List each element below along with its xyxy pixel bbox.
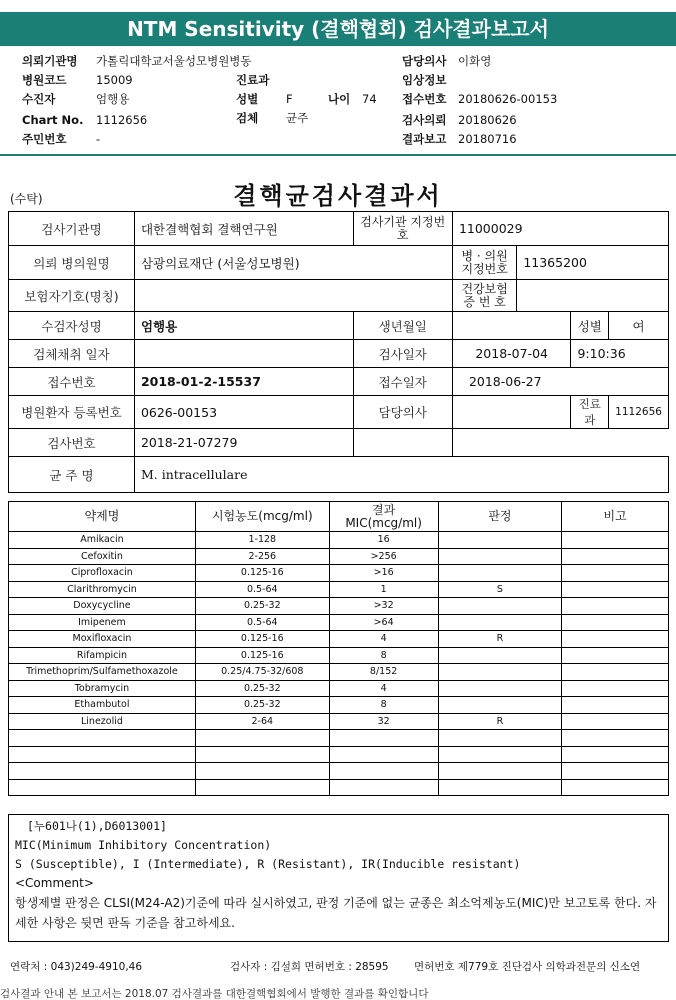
concentration-cell <box>195 763 329 780</box>
sex-label-cell: 성별 <box>571 312 609 340</box>
table-row <box>9 697 669 714</box>
result-legend: S (Susceptible), I (Intermediate), R (Resistant), IR(Inducible resistant) <box>15 857 521 871</box>
remark-cell <box>562 746 669 763</box>
concentration-cell <box>195 779 329 796</box>
drug-name-cell: Trimethoprim/Sulfamethoxazole <box>9 664 196 681</box>
interpretation-cell <box>438 763 562 780</box>
dept-cell-label: 진료과 <box>571 396 609 429</box>
reg-value: 0626-00153 <box>134 396 353 429</box>
consignment-label: (수탁) <box>10 192 43 206</box>
header-remark: 비고 <box>562 502 669 532</box>
concentration-cell <box>195 730 329 747</box>
remark-cell <box>562 697 669 714</box>
resident-label: 주민번호 <box>22 132 67 146</box>
drug-name-cell: Ethambutol <box>9 697 196 714</box>
sex-value: F <box>286 92 293 106</box>
insurer-label: 보험자기호(명칭) <box>9 280 135 312</box>
concentration-cell: 0.125-16 <box>195 647 329 664</box>
table-row <box>9 532 669 549</box>
mic-cell <box>329 763 438 780</box>
footer-partial: 검사결과 안내 본 보고서는 2018.07 검사결과를 대한결핵협회에서 발행한 결과를 확인합니다 <box>0 988 429 1000</box>
footer-tester: 검사자 : 김설희 면허번호 : 28595 <box>230 961 389 973</box>
footer-contact: 연락처 : 043)249-4910,46 <box>10 961 143 973</box>
interpretation-cell <box>438 730 562 747</box>
header-interpretation: 판정 <box>438 502 562 532</box>
interpretation-cell: S <box>438 581 562 598</box>
interpretation-cell <box>438 565 562 582</box>
mic-cell: >256 <box>329 548 438 565</box>
resident-value: - <box>96 132 101 146</box>
concentration-cell <box>195 746 329 763</box>
test-time-value: 9:10:36 <box>571 340 669 368</box>
mic-cell: 4 <box>329 631 438 648</box>
mic-cell: 4 <box>329 680 438 697</box>
doctor-in-charge-value <box>452 396 571 429</box>
drug-name-cell: Clarithromycin <box>9 581 196 598</box>
table-row <box>9 664 669 681</box>
interpretation-cell <box>438 779 562 796</box>
document-title: 결핵균검사결과서 <box>233 181 443 210</box>
mic-cell: 8 <box>329 647 438 664</box>
ref-no-label: 병 · 의원 지정번호 <box>452 246 516 280</box>
hospital-code-value: 15009 <box>96 73 133 87</box>
birth-value <box>452 312 571 340</box>
header-mic: 결과 MIC(mcg/ml) <box>329 502 438 532</box>
lab-label: 검사기관명 <box>9 212 135 246</box>
drug-name-cell: Moxifloxacin <box>9 631 196 648</box>
drug-name-cell: Linezolid <box>9 713 196 730</box>
ref-hosp-label: 의뢰 병의원명 <box>9 246 135 280</box>
concentration-cell: 0.5-64 <box>195 581 329 598</box>
institution-value: 가톨릭대학교서울성모병원병동 <box>96 54 252 68</box>
report-title: NTM Sensitivity (결핵협회) 검사결과보고서 <box>0 12 676 46</box>
sex-value-cell: 여 <box>609 312 669 340</box>
collect-label: 검체채취 일자 <box>9 340 135 368</box>
drug-susceptibility-table <box>8 501 669 796</box>
drug-name-cell: Doxycycline <box>9 598 196 615</box>
table-row <box>9 713 669 730</box>
receipt-value: 20180626-00153 <box>458 92 558 106</box>
collect-value <box>134 340 353 368</box>
remark-cell <box>562 598 669 615</box>
drug-name-cell: Tobramycin <box>9 680 196 697</box>
clinical-label: 임상정보 <box>402 73 447 87</box>
name-value: 엄행용 <box>134 312 353 340</box>
strain-label: 균 주 명 <box>9 457 135 493</box>
remark-cell <box>562 548 669 565</box>
table-row <box>9 565 669 582</box>
dept-cell-value: 1112656 <box>609 396 669 429</box>
drug-name-cell: Ciprofloxacin <box>9 565 196 582</box>
mic-cell: >16 <box>329 565 438 582</box>
header-divider <box>0 154 676 156</box>
table-row <box>9 548 669 565</box>
concentration-cell: 2-64 <box>195 713 329 730</box>
header-info <box>0 52 676 152</box>
test-date-label: 검사일자 <box>353 340 452 368</box>
health-no-label: 건강보험 증 번 호 <box>452 280 516 312</box>
receipt-label: 접수번호 <box>402 92 447 106</box>
remark-cell <box>562 614 669 631</box>
sex-label: 성별 <box>236 92 259 106</box>
remark-cell <box>562 763 669 780</box>
reg-label: 병원환자 등록번호 <box>9 396 135 429</box>
header-concentration: 시험농도(mcg/ml) <box>195 502 329 532</box>
remark-cell <box>562 581 669 598</box>
drug-name-cell: Cefoxitin <box>9 548 196 565</box>
mic-cell: 8 <box>329 697 438 714</box>
institution-label: 의뢰기관명 <box>22 54 78 68</box>
concentration-cell: 0.125-16 <box>195 565 329 582</box>
interpretation-cell <box>438 647 562 664</box>
dept-label: 진료과 <box>236 73 270 87</box>
request-label: 검사의뢰 <box>402 113 447 127</box>
concentration-cell: 0.25-32 <box>195 680 329 697</box>
test-no-value: 2018-21-07279 <box>134 429 353 457</box>
birth-label: 생년월일 <box>353 312 452 340</box>
age-label: 나이 <box>328 92 351 106</box>
empty-cell-a <box>353 429 452 457</box>
strain-value: M. intracellulare <box>134 457 668 493</box>
comment-text: 항생제별 판정은 CLSI(M24-A2)기준에 따라 실시하였고, 판정 기준에 없는 균종은 최소억제농도(MIC)만 보고토록 한다. 자세한 사항은 뒷면 판독 기준을 참고하세요. <box>15 896 657 930</box>
remark-cell <box>562 713 669 730</box>
empty-cell-b <box>452 429 668 457</box>
ref-hosp-value: 삼광의료재단 (서울성모병원) <box>134 246 452 280</box>
concentration-cell: 0.25-32 <box>195 598 329 615</box>
table-row <box>9 779 669 796</box>
drug-name-cell <box>9 779 196 796</box>
test-no-label: 검사번호 <box>9 429 135 457</box>
interpretation-cell: R <box>438 631 562 648</box>
receipt-date-label: 접수일자 <box>353 368 452 396</box>
chart-value: 1112656 <box>96 113 148 127</box>
table-row <box>9 647 669 664</box>
comment-label: <Comment> <box>15 876 94 890</box>
remark-cell <box>562 647 669 664</box>
concentration-cell: 0.25/4.75-32/608 <box>195 664 329 681</box>
report-label: 결과보고 <box>402 132 447 146</box>
remark-cell <box>562 680 669 697</box>
drug-name-cell: Rifampicin <box>9 647 196 664</box>
remark-cell <box>562 779 669 796</box>
mic-cell: >32 <box>329 598 438 615</box>
patient-value: 엄행용 <box>96 92 130 106</box>
doctor-in-charge-label: 담당의사 <box>353 396 452 429</box>
notes-box <box>8 814 669 942</box>
table-row <box>9 598 669 615</box>
mic-cell: 16 <box>329 532 438 549</box>
table-row <box>9 581 669 598</box>
report-value: 20180716 <box>458 132 517 146</box>
remark-cell <box>562 730 669 747</box>
mic-cell: 32 <box>329 713 438 730</box>
request-value: 20180626 <box>458 113 517 127</box>
interpretation-cell <box>438 532 562 549</box>
interpretation-cell <box>438 664 562 681</box>
mic-cell <box>329 746 438 763</box>
footer-license: 면허번호 제779호 진단검사 의학과전문의 신소연 <box>414 961 641 973</box>
drug-name-cell: Imipenem <box>9 614 196 631</box>
drug-name-cell <box>9 730 196 747</box>
age-value: 74 <box>362 92 377 106</box>
mic-cell <box>329 779 438 796</box>
mic-cell: >64 <box>329 614 438 631</box>
interpretation-cell: R <box>438 713 562 730</box>
table-row <box>9 730 669 747</box>
doctor-label: 담당의사 <box>402 54 447 68</box>
table-row <box>9 746 669 763</box>
receipt-date-value: 2018-06-27 <box>452 368 668 396</box>
drug-name-cell <box>9 746 196 763</box>
lab-no-value: 11000029 <box>452 212 668 246</box>
interpretation-cell <box>438 598 562 615</box>
mic-cell: 1 <box>329 581 438 598</box>
concentration-cell: 1-128 <box>195 532 329 549</box>
test-code: [누601나(1),D6013001] <box>27 819 167 833</box>
interpretation-cell <box>438 680 562 697</box>
mic-cell <box>329 730 438 747</box>
health-no-value <box>517 280 669 312</box>
patient-info-table <box>8 211 669 493</box>
drug-rows <box>9 532 669 796</box>
remark-cell <box>562 664 669 681</box>
concentration-cell: 0.25-32 <box>195 697 329 714</box>
receipt-no-label: 접수번호 <box>9 368 135 396</box>
table-row <box>9 680 669 697</box>
interpretation-cell <box>438 746 562 763</box>
receipt-no-value: 2018-01-2-15537 <box>134 368 353 396</box>
interpretation-cell <box>438 548 562 565</box>
interpretation-cell <box>438 697 562 714</box>
chart-label: Chart No. <box>22 113 84 127</box>
mic-cell: 8/152 <box>329 664 438 681</box>
remark-cell <box>562 565 669 582</box>
mic-definition: MIC(Minimum Inhibitory Concentration) <box>15 838 272 852</box>
hospital-code-label: 병원코드 <box>22 73 67 87</box>
lab-no-label: 검사기관 지정번호 <box>353 212 452 246</box>
test-date-value: 2018-07-04 <box>452 340 571 368</box>
doctor-value: 이화영 <box>458 54 492 68</box>
lab-value: 대한결핵협회 결핵연구원 <box>134 212 353 246</box>
table-row <box>9 631 669 648</box>
concentration-cell: 2-256 <box>195 548 329 565</box>
name-label: 수검자성명 <box>9 312 135 340</box>
table-row <box>9 763 669 780</box>
concentration-cell: 0.125-16 <box>195 631 329 648</box>
remark-cell <box>562 532 669 549</box>
drug-name-cell: Amikacin <box>9 532 196 549</box>
result-document <box>0 164 676 1000</box>
insurer-value <box>134 280 452 312</box>
patient-label: 수진자 <box>22 92 56 106</box>
specimen-label: 검체 <box>236 111 259 125</box>
interpretation-cell <box>438 614 562 631</box>
remark-cell <box>562 631 669 648</box>
concentration-cell: 0.5-64 <box>195 614 329 631</box>
ref-no-value: 11365200 <box>517 246 669 280</box>
header-drug: 약제명 <box>9 502 196 532</box>
drug-name-cell <box>9 763 196 780</box>
specimen-value: 균주 <box>286 111 309 125</box>
table-row <box>9 614 669 631</box>
